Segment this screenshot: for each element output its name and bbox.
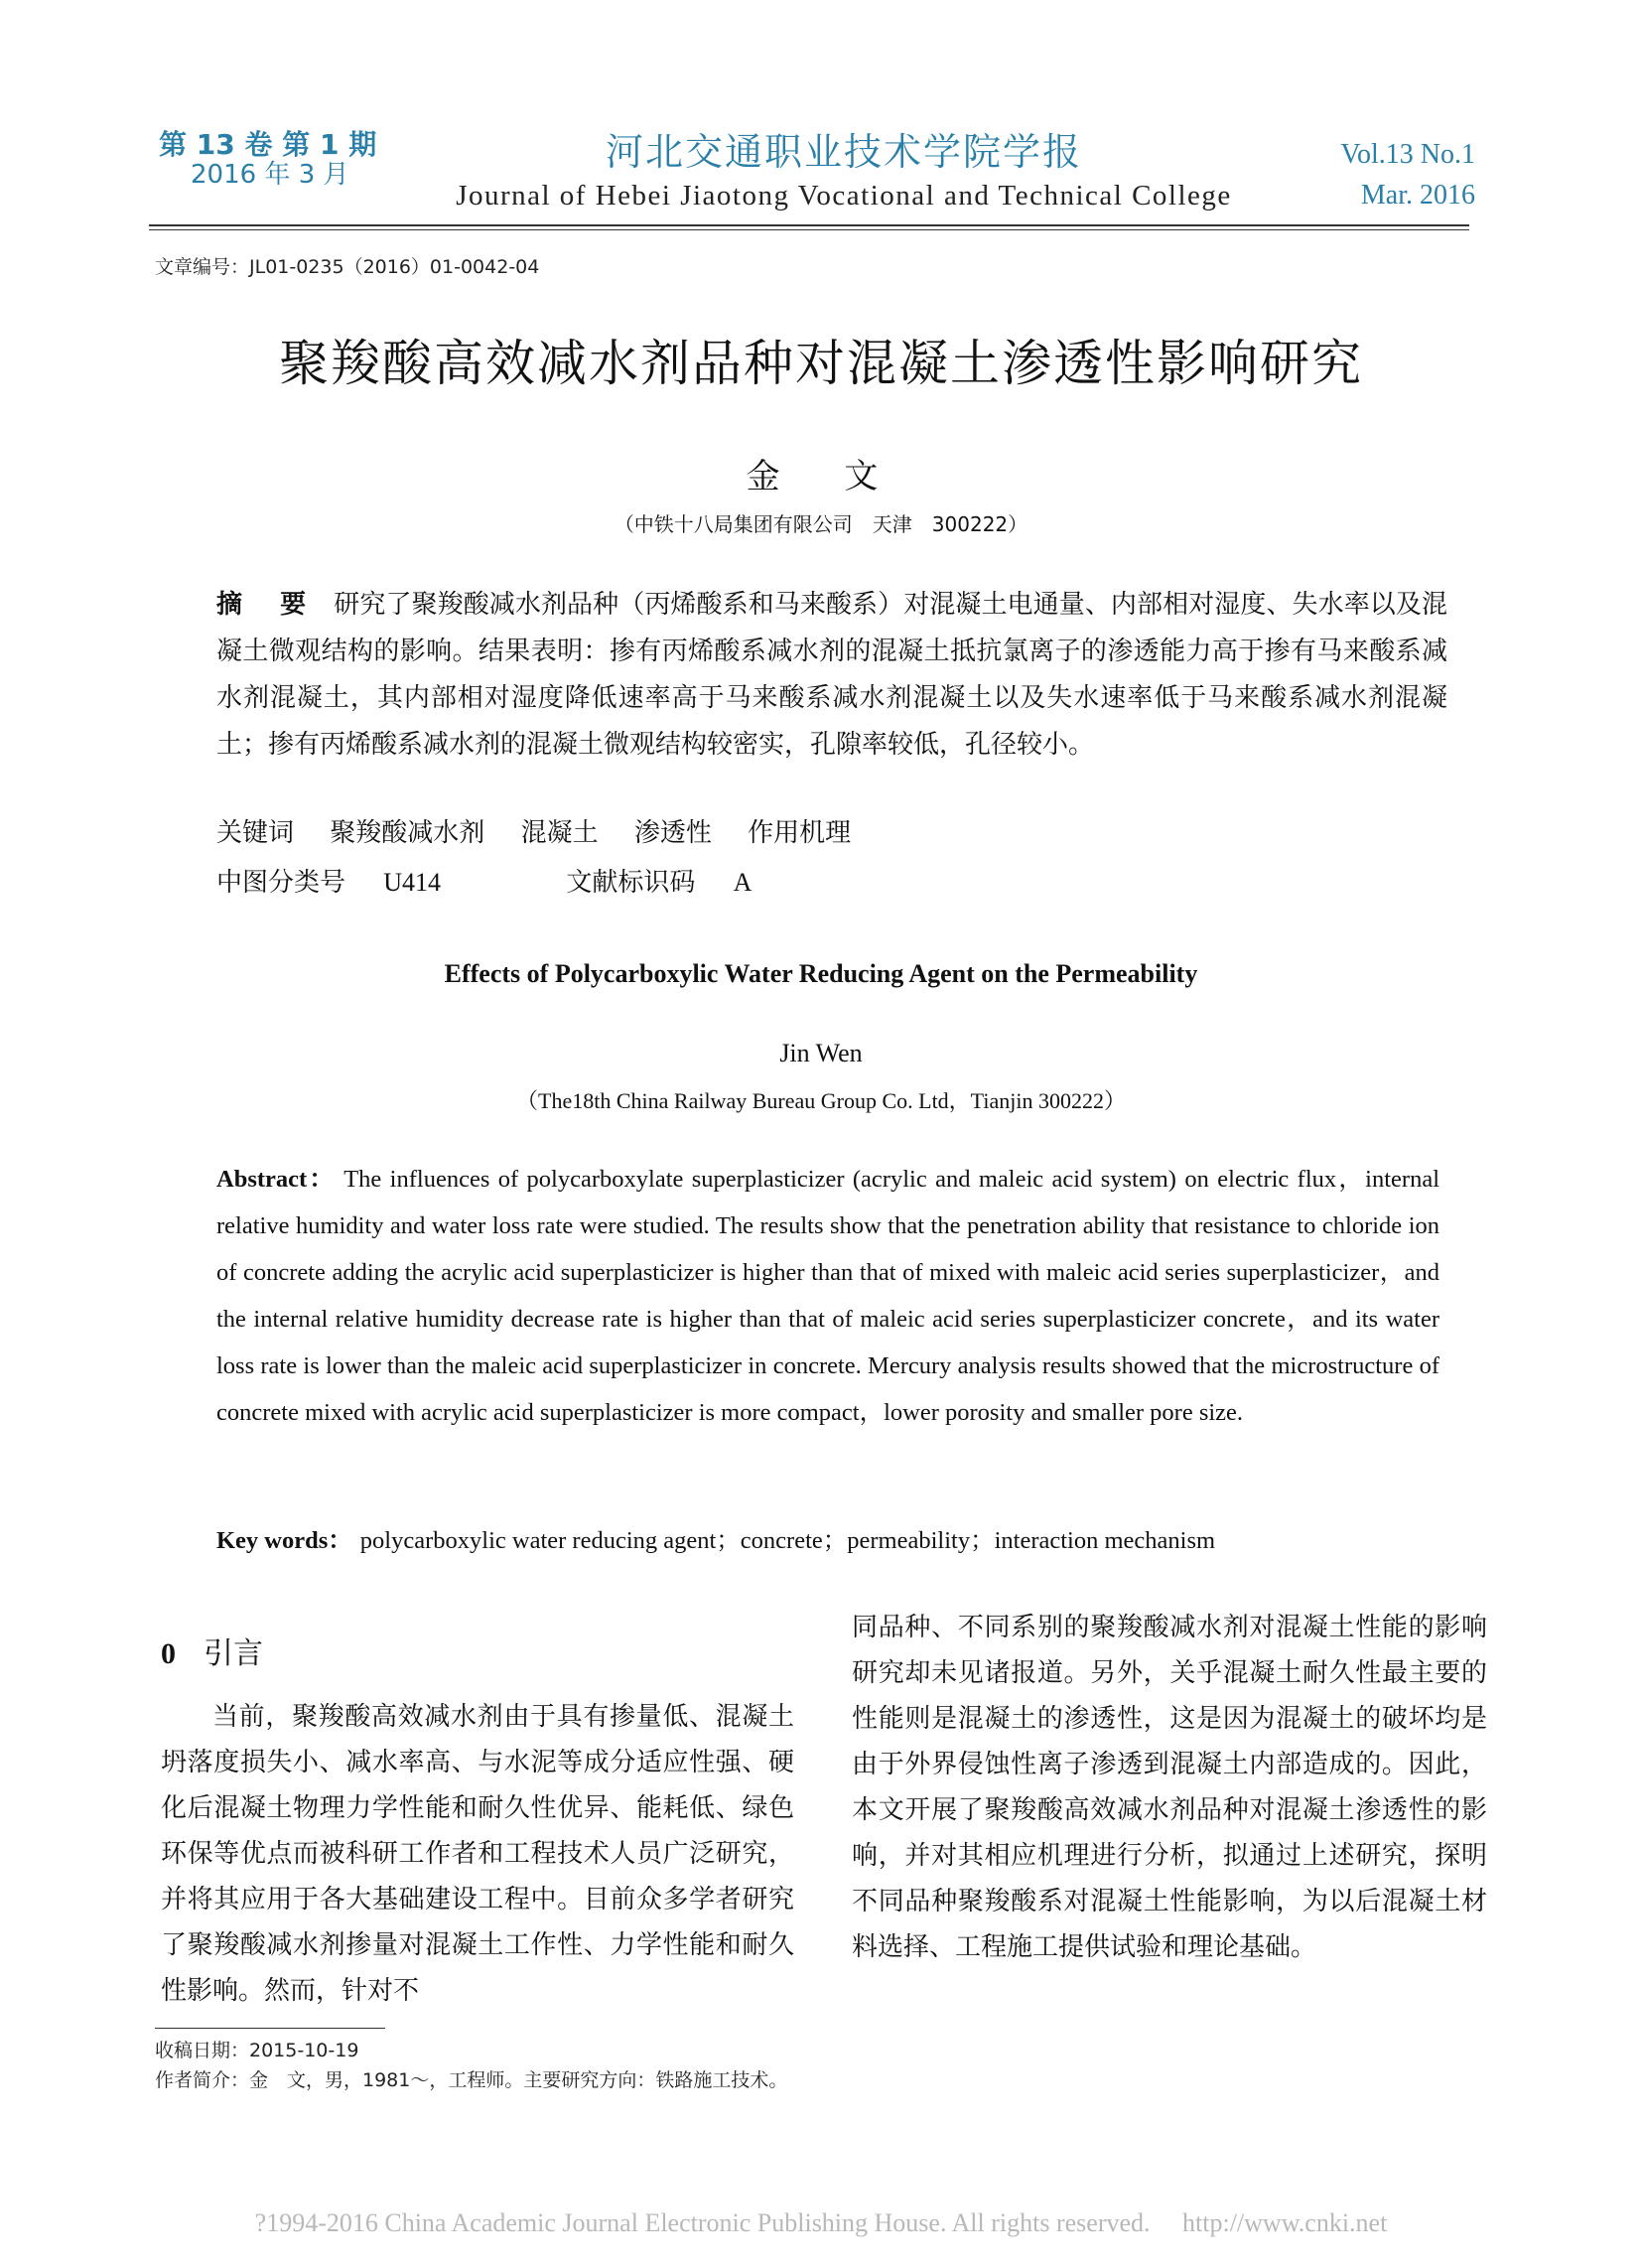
body-column-left: 当前，聚羧酸高效减水剂由于具有掺量低、混凝土坍落度损失小、减水率高、与水泥等成分适应性强、硬化后混凝土物理力学性能和耐久性优异、能耗低、绿色环保等优点而被科研工作者和工程技术人员广泛研究，并将其应用于各大基础建设工程中。目前众多学者研究了聚羧酸减水剂掺量对混凝土工作性、力学性能和耐久性影响。然而，针对不 xyxy=(161,1702,794,2006)
header-rule xyxy=(149,224,1469,226)
paper-title: 聚羧酸高效减水剂品种对混凝土渗透性影响研究 xyxy=(279,335,1363,392)
keyword-item: 渗透性 xyxy=(633,818,712,848)
abstract-cn-text: 研究了聚羧酸减水剂品种（丙烯酸系和马来酸系）对混凝土电通量、内部相对湿度、失水率以及混凝土微观结构的影响。结果表明：掺有丙烯酸系减水剂的混凝土抵抗氯离子的渗透能力高于掺有马来酸系减水剂混凝土，其内部相对湿度降低速率高于马来酸系减水剂混凝土以及失水速率低于马来酸系减水剂混凝土；掺有丙烯酸系减水剂的混凝土微观结构较密实，孔隙率较低，孔径较小。 xyxy=(216,590,1447,760)
footnote-received: 收稿日期：2015-10-19 xyxy=(155,2040,359,2061)
doc-code-value: A xyxy=(733,868,753,897)
doc-code-label: 文献标识码 xyxy=(566,868,696,898)
keywords-en xyxy=(216,1521,1215,1556)
issue-date-cn: 2016 年 3 月 xyxy=(191,160,349,191)
journal-header xyxy=(397,121,1291,213)
volume-en: Vol.13 No.1 xyxy=(1340,139,1475,170)
section-heading xyxy=(161,1629,263,1672)
english-title: Effects of Polycarboxylic Water Reducing Agent on the Permeability xyxy=(444,959,1198,988)
body-column-right: 同品种、不同系别的聚羧酸减水剂对混凝土性能的影响研究却未见诸报道。另外，关乎混凝土耐久性最主要的性能则是混凝土的渗透性，这是因为混凝土的破坏均是由于外界侵蚀性离子渗透到混凝土内部造成的。因此，本文开展了聚羧酸高效减水剂品种对混凝土渗透性的影响，并对其相应机理进行分析，拟通过上述研究，探明不同品种聚羧酸系对混凝土性能影响，为以后混凝土材料选择、工程施工提供试验和理论基础。 xyxy=(852,1613,1487,1962)
journal-title-en: Journal of Hebei Jiaotong Vocational and Technical College xyxy=(456,180,1232,212)
author-name: 金 文 xyxy=(746,457,896,496)
clc-value: U414 xyxy=(383,868,442,897)
keyword-item: 聚羧酸减水剂 xyxy=(330,818,485,848)
keywords-en-label: Key words： xyxy=(216,1527,352,1554)
english-author: Jin Wen xyxy=(779,1039,863,1067)
section-title: 引言 xyxy=(204,1636,263,1671)
abstract-en-label: Abstract： xyxy=(216,1166,337,1193)
english-affiliation: （The18th China Railway Bureau Group Co. Ltd，Tianjin 300222） xyxy=(516,1088,1126,1113)
keyword-item: 作用机理 xyxy=(748,818,852,848)
copyright-notice: ?1994-2016 China Academic Journal Electronic Publishing House. All rights reserved. http://www.cnki.net xyxy=(254,2208,1388,2237)
abstract-cn xyxy=(216,582,1447,769)
footnote-author-bio: 作者简介：金 文，男，1981～，工程师。主要研究方向：铁路施工技术。 xyxy=(155,2069,788,2091)
footnote-rule xyxy=(155,2028,385,2029)
date-en: Mar. 2016 xyxy=(1360,179,1475,211)
classification-row xyxy=(216,862,752,899)
article-number: 文章编号：JL01-0235（2016）01-0042-04 xyxy=(155,256,540,278)
issue-info-cn xyxy=(159,129,376,191)
keyword-item: 混凝土 xyxy=(520,818,599,848)
issue-volume-cn: 第 13 卷 第 1 期 xyxy=(159,128,377,161)
keywords-en-text: polycarboxylic water reducing agent；concrete；permeability；interaction mechanism xyxy=(359,1527,1216,1554)
keywords-cn-label: 关键词 xyxy=(216,818,295,848)
issue-info-en xyxy=(1340,135,1475,215)
abstract-cn-label: 摘 要 xyxy=(216,590,313,620)
abstract-en xyxy=(216,1156,1439,1436)
abstract-en-text: The influences of polycarboxylate superplasticizer (acrylic and maleic acid system) on electric flux，internal relative humidity and water loss rate were studied. The results show that the penetration ability that resistance to chloride ion of concrete adding the acrylic acid superplasticizer is higher than that of mixed with maleic acid series superplasticizer，and the internal relative humidity decrease rate is higher than that of maleic acid series superplasticizer concrete，and its water loss rate is lower than the maleic acid superplasticizer in concrete. Mercury analysis results showed that the microstructure of concrete mixed with acrylic acid superplasticizer is more compact，lower porosity and smaller pore size. xyxy=(216,1166,1439,1426)
author-affiliation: （中铁十八局集团有限公司 天津 300222） xyxy=(614,512,1028,536)
keywords-cn xyxy=(216,812,851,849)
clc-label: 中图分类号 xyxy=(216,868,346,898)
journal-title-cn: 河北交通职业技术学院学报 xyxy=(605,130,1082,174)
section-number: 0 xyxy=(161,1637,176,1670)
header-rule-thin xyxy=(149,229,1469,230)
